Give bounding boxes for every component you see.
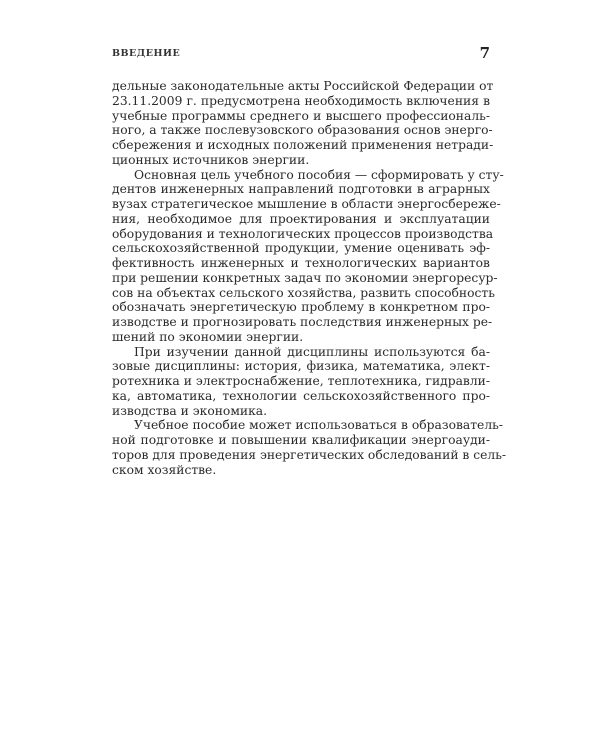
text-line: торов для проведения энергетических обследований в сель- [112, 447, 507, 462]
text-line: ротехника и электроснабжение, теплотехника, гидравли- [112, 374, 490, 388]
paragraph [112, 418, 507, 477]
text-line: обозначать энергетическую проблему в конкретном про- [112, 300, 490, 315]
text-line: фективность инженерных и технологических вариантов [112, 256, 490, 270]
text-line: оборудования и технологических процессов производства [112, 226, 494, 241]
text-line: Основная цель учебного пособия — сформировать у сту- [134, 167, 504, 182]
page-number: 7 [479, 44, 490, 62]
text-line: сов на объектах сельского хозяйства, развить способность [112, 285, 495, 300]
section-title: ВВЕДЕНИЕ [112, 48, 181, 59]
text-line: сельскохозяйственной продукции, умение оценивать эф- [112, 241, 490, 256]
text-line: Учебное пособие может использоваться в образователь- [134, 418, 503, 433]
text-line: ной подготовке и повышении квалификации энергоауди- [112, 433, 490, 447]
text-line: шений по экономии энергии. [112, 329, 304, 344]
text-line: изводства и экономика. [112, 403, 268, 418]
paragraph [112, 79, 494, 168]
text-line: ционных источников энергии. [112, 152, 310, 167]
text-line: учебные программы среднего и высшего профессиональ- [112, 108, 490, 123]
text-line: 23.11.2009 г. предусмотрена необходимость включения в [112, 93, 490, 108]
text-line: ском хозяйстве. [112, 462, 217, 477]
text-line: сбережения и исходных положений применения нетради- [112, 138, 494, 152]
text-line: изводстве и прогнозировать последствия инженерных ре- [112, 315, 493, 329]
text-line: ка, автоматика, технологии сельскохозяйственного про- [112, 388, 490, 403]
text-line: зовые дисциплины: история, физика, математика, элект- [112, 359, 490, 374]
text-line: ния, необходимое для проектирования и эксплуатации [112, 211, 490, 226]
text-line: ного, а также послевузовского образования основ энерго- [112, 123, 493, 138]
text-line: дентов инженерных направлений подготовки в аграрных [112, 182, 490, 197]
text-line: дельные законодательные акты Российской Федерации от [112, 79, 494, 93]
text-line: При изучении данной дисциплины используются ба- [134, 344, 490, 359]
paragraph [112, 345, 490, 419]
paragraph [112, 167, 504, 345]
page-body [112, 79, 507, 477]
text-line: при решении конкретных задач по экономии энергоресур- [112, 270, 498, 285]
text-line: вузах стратегическое мышление в области энергосбереже- [112, 197, 501, 211]
running-header [112, 46, 490, 62]
